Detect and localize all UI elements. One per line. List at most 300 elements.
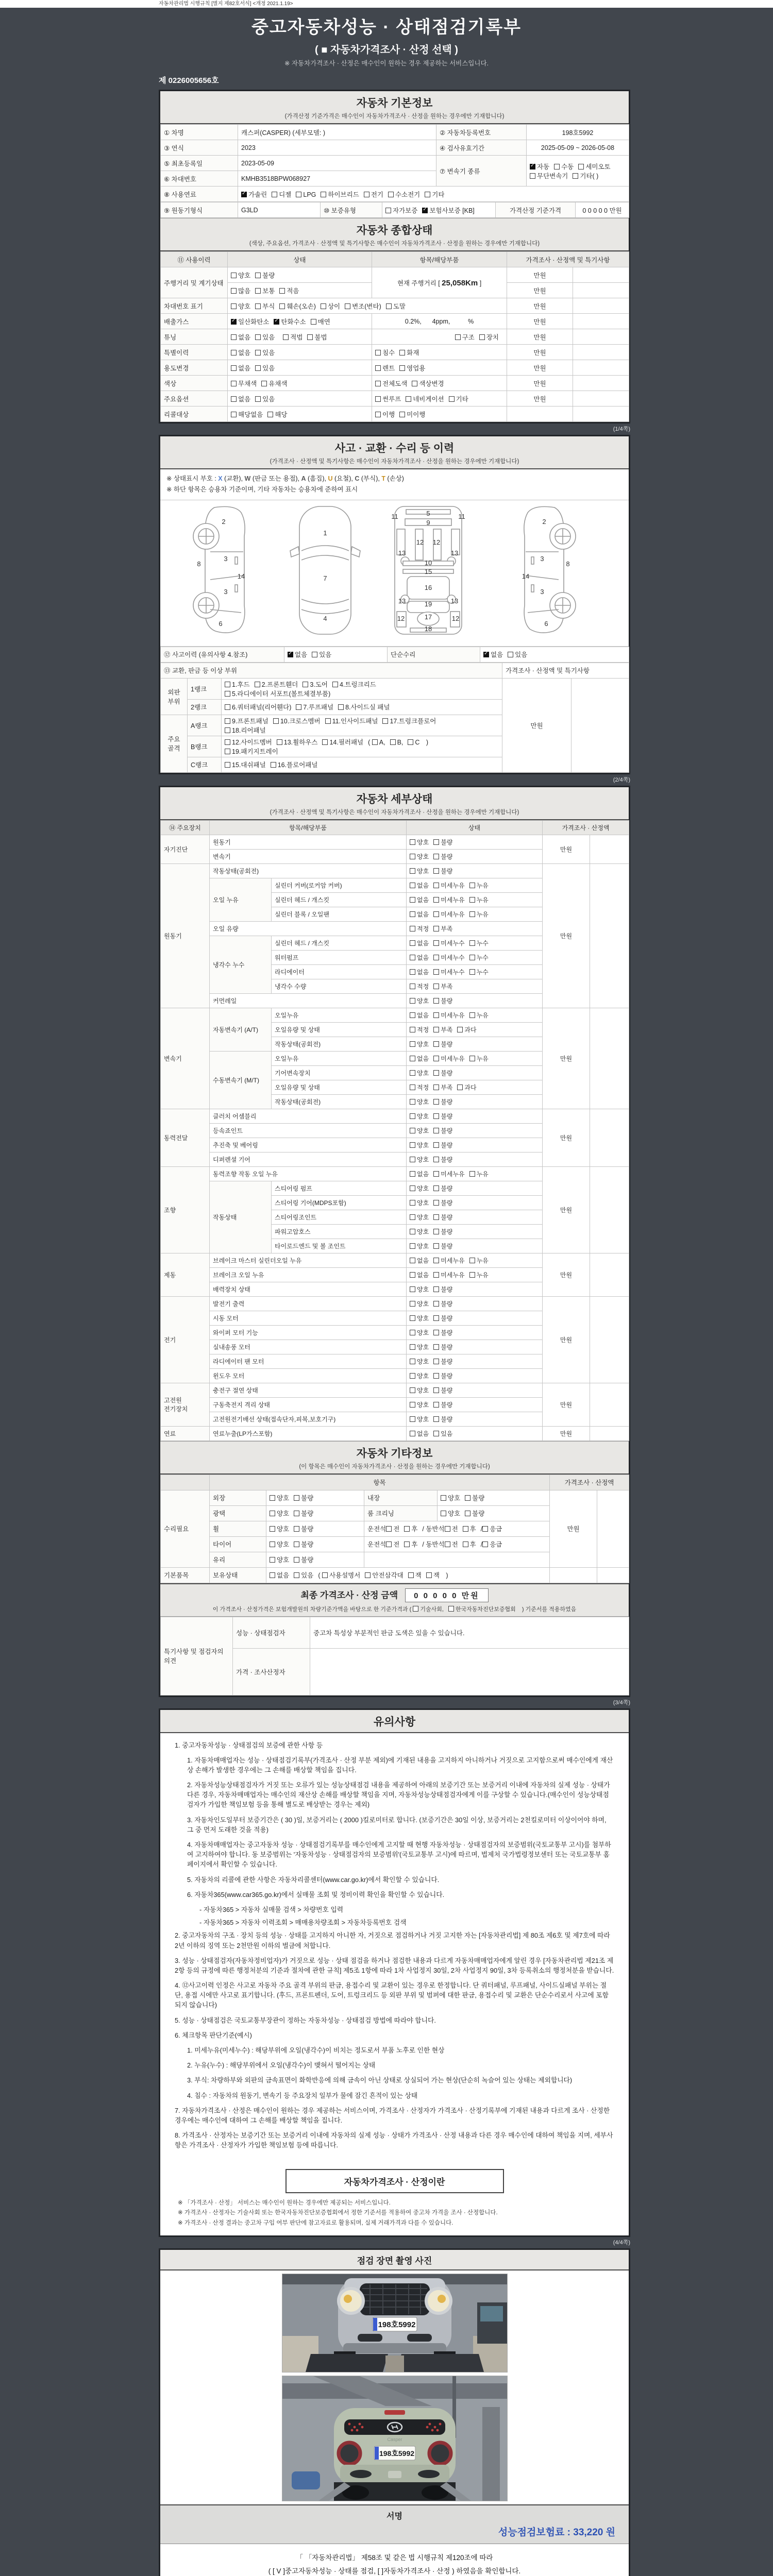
checkbox-option[interactable]	[433, 1011, 464, 1020]
checkbox-option[interactable]	[231, 332, 250, 342]
checkbox-icon[interactable]	[410, 897, 415, 903]
checkbox-icon[interactable]	[433, 1359, 439, 1364]
checkbox-icon[interactable]	[410, 1315, 415, 1321]
checkbox-option[interactable]	[365, 1570, 403, 1580]
checkbox-option[interactable]	[322, 1570, 360, 1580]
checkbox-option[interactable]	[255, 332, 275, 342]
checkbox-icon[interactable]	[231, 350, 237, 355]
checkbox-option[interactable]	[410, 1429, 429, 1438]
checkbox-option[interactable]	[573, 171, 598, 180]
checkbox-option[interactable]	[465, 1493, 484, 1502]
checkbox-icon[interactable]	[406, 396, 411, 402]
checkbox-option[interactable]	[433, 1040, 452, 1048]
checkbox-icon[interactable]	[482, 1526, 488, 1532]
checkbox-option[interactable]	[270, 1524, 289, 1533]
checkbox-option[interactable]	[294, 1570, 313, 1580]
checkbox-option[interactable]	[267, 410, 287, 419]
checkbox-option[interactable]	[433, 1314, 452, 1323]
checkbox-icon[interactable]	[433, 1171, 439, 1177]
checkbox-icon[interactable]	[410, 1113, 415, 1119]
checkbox-option[interactable]	[469, 881, 489, 890]
checkbox-option[interactable]	[231, 363, 250, 372]
checkbox-option[interactable]	[433, 1155, 452, 1164]
checkbox-option[interactable]	[386, 301, 406, 311]
checkbox-option[interactable]	[375, 394, 401, 403]
checkbox-icon[interactable]	[410, 940, 415, 946]
checkbox-icon[interactable]	[433, 1084, 439, 1090]
checkbox-icon[interactable]	[433, 1301, 439, 1307]
checkbox-option[interactable]	[410, 1083, 429, 1092]
checkbox-icon[interactable]	[410, 1142, 415, 1148]
checkbox-option[interactable]	[469, 1011, 489, 1020]
checkbox-option[interactable]	[255, 680, 298, 689]
checkbox-icon[interactable]	[410, 1286, 415, 1292]
checkbox-icon[interactable]	[441, 1511, 446, 1516]
checkbox-option[interactable]	[433, 1126, 452, 1135]
checkbox-option[interactable]	[296, 191, 316, 198]
checkbox-option[interactable]	[231, 286, 250, 295]
checkbox-icon[interactable]	[404, 1541, 410, 1547]
checkbox-icon[interactable]	[410, 1128, 415, 1133]
checkbox-icon[interactable]	[388, 192, 394, 197]
checkbox-icon[interactable]	[270, 1541, 275, 1547]
checkbox-icon[interactable]	[410, 883, 415, 888]
checkbox-icon[interactable]	[433, 1157, 439, 1162]
checkbox-icon[interactable]	[375, 365, 381, 371]
checkbox-option[interactable]	[433, 910, 464, 919]
checkbox-option[interactable]	[303, 680, 328, 689]
checkbox-option[interactable]	[410, 1256, 429, 1265]
checkbox-option[interactable]	[433, 1025, 452, 1034]
checkbox-icon[interactable]	[433, 1373, 439, 1379]
checkbox-option[interactable]	[225, 716, 268, 725]
checkbox-checked-icon[interactable]	[483, 652, 489, 657]
checkbox-icon[interactable]	[255, 682, 260, 687]
checkbox-option[interactable]	[410, 881, 429, 890]
checkbox-checked-icon[interactable]	[241, 192, 247, 197]
checkbox-option[interactable]	[225, 760, 266, 769]
checkbox-icon[interactable]	[469, 1171, 475, 1177]
checkbox-icon[interactable]	[410, 1027, 415, 1032]
checkbox-option[interactable]	[433, 1112, 452, 1121]
checkbox-icon[interactable]	[433, 1056, 439, 1061]
checkbox-option[interactable]	[482, 1524, 502, 1533]
checkbox-icon[interactable]	[372, 739, 378, 745]
checkbox-icon[interactable]	[433, 1402, 439, 1408]
checkbox-option[interactable]	[433, 1415, 452, 1423]
checkbox-option[interactable]	[457, 1025, 476, 1034]
checkbox-icon[interactable]	[433, 1113, 439, 1119]
checkbox-option[interactable]	[433, 996, 452, 1005]
checkbox-option[interactable]	[255, 348, 275, 357]
checkbox-option[interactable]	[408, 1570, 422, 1580]
checkbox-option[interactable]	[433, 1386, 452, 1395]
checkbox-icon[interactable]	[410, 1344, 415, 1350]
checkbox-icon[interactable]	[433, 1272, 439, 1278]
checkbox-icon[interactable]	[433, 940, 439, 946]
checkbox-option[interactable]	[469, 968, 489, 976]
checkbox-option[interactable]	[410, 1285, 429, 1294]
checkbox-icon[interactable]	[433, 1229, 439, 1234]
checkbox-icon[interactable]	[296, 192, 301, 197]
checkbox-icon[interactable]	[433, 1387, 439, 1393]
checkbox-option[interactable]	[410, 1097, 429, 1106]
checkbox-icon[interactable]	[410, 1243, 415, 1249]
checkbox-icon[interactable]	[279, 303, 285, 309]
checkbox-option[interactable]	[410, 1011, 429, 1020]
checkbox-icon[interactable]	[225, 718, 230, 724]
checkbox-option[interactable]	[410, 968, 429, 976]
checkbox-icon[interactable]	[433, 1258, 439, 1263]
checkbox-option[interactable]	[441, 1509, 460, 1518]
checkbox-option[interactable]	[425, 190, 444, 199]
checkbox-icon[interactable]	[294, 1495, 299, 1501]
checkbox-icon[interactable]	[312, 652, 317, 657]
checkbox-icon[interactable]	[408, 739, 413, 745]
checkbox-icon[interactable]	[433, 1344, 439, 1350]
checkbox-option[interactable]	[385, 206, 417, 215]
checkbox-option[interactable]	[433, 1328, 452, 1337]
checkbox-icon[interactable]	[463, 1526, 468, 1532]
checkbox-option[interactable]	[469, 1054, 489, 1063]
checkbox-icon[interactable]	[410, 1416, 415, 1422]
checkbox-icon[interactable]	[433, 1070, 439, 1076]
checkbox-icon[interactable]	[231, 381, 237, 386]
checkbox-icon[interactable]	[270, 1557, 275, 1563]
checkbox-option[interactable]	[399, 363, 425, 372]
checkbox-icon[interactable]	[433, 984, 439, 989]
checkbox-option[interactable]	[338, 702, 390, 711]
checkbox-icon[interactable]	[277, 739, 282, 745]
checkbox-option[interactable]	[375, 410, 395, 419]
checkbox-icon[interactable]	[311, 319, 316, 325]
checkbox-icon[interactable]	[433, 1214, 439, 1220]
checkbox-icon[interactable]	[433, 969, 439, 975]
checkbox-option[interactable]	[231, 317, 269, 326]
checkbox-option[interactable]	[410, 1242, 429, 1250]
checkbox-icon[interactable]	[279, 288, 285, 294]
checkbox-option[interactable]	[410, 1112, 429, 1121]
checkbox-icon[interactable]	[413, 1606, 418, 1612]
checkbox-icon[interactable]	[573, 173, 578, 179]
checkbox-icon[interactable]	[410, 955, 415, 960]
checkbox-icon[interactable]	[469, 1056, 475, 1061]
checkbox-icon[interactable]	[410, 854, 415, 859]
checkbox-icon[interactable]	[294, 1541, 299, 1547]
checkbox-icon[interactable]	[457, 1027, 463, 1032]
checkbox-icon[interactable]	[321, 192, 326, 197]
checkbox-option[interactable]	[386, 1524, 399, 1533]
checkbox-option[interactable]	[410, 1141, 429, 1149]
checkbox-option[interactable]	[433, 1242, 452, 1250]
checkbox-option[interactable]	[433, 1400, 452, 1409]
checkbox-option[interactable]	[410, 1184, 429, 1193]
checkbox-option[interactable]	[433, 1097, 452, 1106]
checkbox-option[interactable]	[399, 410, 425, 419]
checkbox-option[interactable]	[279, 286, 299, 295]
checkbox-icon[interactable]	[390, 739, 396, 745]
checkbox-icon[interactable]	[322, 739, 328, 745]
checkbox-icon[interactable]	[469, 940, 475, 946]
checkbox-option[interactable]	[482, 1539, 502, 1549]
checkbox-option[interactable]	[465, 1509, 484, 1518]
checkbox-option[interactable]	[445, 1524, 458, 1533]
checkbox-icon[interactable]	[294, 1511, 299, 1516]
checkbox-option[interactable]	[255, 301, 275, 311]
checkbox-option[interactable]	[404, 1524, 417, 1533]
checkbox-icon[interactable]	[469, 883, 475, 888]
checkbox-icon[interactable]	[433, 883, 439, 888]
checkbox-icon[interactable]	[307, 334, 313, 340]
checkbox-option[interactable]	[410, 910, 429, 919]
checkbox-icon[interactable]	[433, 1243, 439, 1249]
checkbox-icon[interactable]	[270, 1572, 275, 1578]
checkbox-option[interactable]	[412, 379, 444, 388]
checkbox-option[interactable]	[410, 895, 429, 904]
checkbox-icon[interactable]	[469, 1258, 475, 1263]
checkbox-icon[interactable]	[410, 1041, 415, 1047]
checkbox-icon[interactable]	[433, 1099, 439, 1105]
checkbox-icon[interactable]	[382, 718, 388, 724]
checkbox-option[interactable]	[433, 1213, 452, 1222]
checkbox-icon[interactable]	[365, 1572, 371, 1578]
checkbox-icon[interactable]	[255, 273, 261, 278]
checkbox-icon[interactable]	[225, 682, 230, 687]
checkbox-icon[interactable]	[410, 1373, 415, 1379]
checkbox-option[interactable]	[270, 1555, 289, 1564]
checkbox-option[interactable]	[410, 838, 429, 846]
checkbox-option[interactable]	[345, 301, 381, 311]
checkbox-icon[interactable]	[410, 1200, 415, 1206]
checkbox-option[interactable]	[410, 996, 429, 1005]
checkbox-checked-icon[interactable]	[274, 319, 279, 325]
checkbox-option[interactable]	[325, 716, 378, 725]
checkbox-option[interactable]	[270, 1570, 289, 1580]
checkbox-icon[interactable]	[322, 1572, 328, 1578]
checkbox-icon[interactable]	[283, 334, 289, 340]
checkbox-option[interactable]	[375, 348, 395, 357]
checkbox-icon[interactable]	[433, 998, 439, 1004]
checkbox-icon[interactable]	[399, 412, 405, 417]
checkbox-option[interactable]	[404, 1539, 417, 1549]
checkbox-option[interactable]	[410, 1371, 429, 1380]
checkbox-option[interactable]	[332, 680, 376, 689]
checkbox-option[interactable]	[372, 739, 385, 746]
checkbox-option[interactable]	[448, 1605, 516, 1613]
checkbox-option[interactable]	[410, 939, 429, 947]
checkbox-icon[interactable]	[231, 396, 237, 402]
checkbox-option[interactable]	[469, 1270, 489, 1279]
checkbox-icon[interactable]	[410, 1272, 415, 1278]
checkbox-option[interactable]	[578, 162, 610, 171]
checkbox-option[interactable]	[441, 1493, 460, 1502]
checkbox-icon[interactable]	[410, 1402, 415, 1408]
checkbox-option[interactable]	[457, 1083, 476, 1092]
checkbox-icon[interactable]	[410, 1258, 415, 1263]
checkbox-icon[interactable]	[399, 350, 405, 355]
checkbox-icon[interactable]	[410, 998, 415, 1004]
checkbox-option[interactable]	[433, 1371, 452, 1380]
checkbox-option[interactable]	[225, 680, 250, 689]
checkbox-option[interactable]	[463, 1539, 476, 1549]
checkbox-icon[interactable]	[482, 1541, 488, 1547]
checkbox-icon[interactable]	[433, 1142, 439, 1148]
checkbox-icon[interactable]	[386, 1541, 392, 1547]
checkbox-icon[interactable]	[463, 1541, 468, 1547]
checkbox-option[interactable]	[321, 301, 340, 311]
checkbox-option[interactable]	[554, 162, 574, 171]
checkbox-checked-icon[interactable]	[231, 319, 237, 325]
checkbox-icon[interactable]	[425, 192, 430, 197]
checkbox-icon[interactable]	[433, 897, 439, 903]
checkbox-icon[interactable]	[469, 1272, 475, 1278]
checkbox-option[interactable]	[294, 1493, 313, 1502]
checkbox-option[interactable]	[433, 1343, 452, 1351]
checkbox-option[interactable]	[406, 394, 444, 403]
checkbox-icon[interactable]	[255, 350, 261, 355]
checkbox-icon[interactable]	[225, 691, 230, 697]
checkbox-checked-icon[interactable]	[288, 652, 293, 657]
checkbox-option[interactable]	[469, 953, 489, 962]
checkbox-icon[interactable]	[231, 273, 237, 278]
checkbox-icon[interactable]	[225, 704, 230, 710]
checkbox-option[interactable]	[386, 1539, 399, 1549]
checkbox-icon[interactable]	[448, 1606, 454, 1612]
checkbox-icon[interactable]	[364, 192, 369, 197]
checkbox-option[interactable]	[270, 1539, 289, 1549]
checkbox-icon[interactable]	[410, 984, 415, 989]
checkbox-option[interactable]	[433, 953, 464, 962]
checkbox-icon[interactable]	[267, 412, 273, 417]
checkbox-option[interactable]	[231, 348, 250, 357]
checkbox-option[interactable]	[231, 410, 263, 419]
checkbox-icon[interactable]	[410, 1084, 415, 1090]
checkbox-icon[interactable]	[231, 365, 237, 371]
checkbox-icon[interactable]	[433, 854, 439, 859]
checkbox-option[interactable]	[410, 1227, 429, 1236]
checkbox-option[interactable]	[410, 982, 429, 991]
checkbox-icon[interactable]	[296, 704, 301, 710]
checkbox-option[interactable]	[273, 716, 321, 725]
checkbox-option[interactable]	[277, 737, 318, 747]
checkbox-option[interactable]	[410, 1126, 429, 1135]
checkbox-icon[interactable]	[386, 303, 392, 309]
checkbox-option[interactable]	[530, 171, 568, 180]
checkbox-option[interactable]	[410, 1328, 429, 1337]
checkbox-icon[interactable]	[508, 652, 513, 657]
checkbox-icon[interactable]	[270, 1511, 275, 1516]
checkbox-option[interactable]	[255, 270, 275, 280]
checkbox-icon[interactable]	[449, 396, 455, 402]
checkbox-icon[interactable]	[410, 1229, 415, 1234]
checkbox-option[interactable]	[469, 1256, 489, 1265]
checkbox-icon[interactable]	[410, 1171, 415, 1177]
checkbox-option[interactable]	[225, 689, 330, 698]
checkbox-icon[interactable]	[410, 1214, 415, 1220]
checkbox-option[interactable]	[433, 1227, 452, 1236]
checkbox-icon[interactable]	[225, 762, 230, 768]
checkbox-option[interactable]	[410, 1040, 429, 1048]
checkbox-icon[interactable]	[410, 1301, 415, 1307]
checkbox-option[interactable]	[433, 1069, 452, 1077]
checkbox-option[interactable]	[410, 1213, 429, 1222]
checkbox-icon[interactable]	[433, 1416, 439, 1422]
checkbox-option[interactable]	[255, 363, 275, 372]
checkbox-option[interactable]	[283, 332, 303, 342]
checkbox-option[interactable]	[455, 332, 475, 342]
checkbox-option[interactable]	[294, 1509, 313, 1518]
checkbox-icon[interactable]	[255, 288, 261, 294]
checkbox-option[interactable]	[426, 1570, 440, 1580]
checkbox-icon[interactable]	[325, 718, 331, 724]
checkbox-icon[interactable]	[321, 303, 326, 309]
checkbox-icon[interactable]	[410, 868, 415, 874]
checkbox-option[interactable]	[433, 895, 464, 904]
checkbox-icon[interactable]	[270, 1495, 275, 1501]
checkbox-option[interactable]	[433, 1141, 452, 1149]
checkbox-icon[interactable]	[465, 1495, 470, 1501]
checkbox-option[interactable]	[469, 939, 489, 947]
checkbox-option[interactable]	[231, 270, 250, 280]
checkbox-option[interactable]	[469, 910, 489, 919]
checkbox-icon[interactable]	[433, 955, 439, 960]
checkbox-option[interactable]	[445, 1539, 458, 1549]
checkbox-icon[interactable]	[445, 1541, 450, 1547]
checkbox-icon[interactable]	[469, 911, 475, 917]
checkbox-option[interactable]	[410, 867, 429, 875]
checkbox-icon[interactable]	[433, 1431, 439, 1436]
checkbox-option[interactable]	[433, 1256, 464, 1265]
checkbox-icon[interactable]	[255, 396, 261, 402]
checkbox-option[interactable]	[390, 739, 404, 746]
checkbox-option[interactable]	[433, 1083, 452, 1092]
checkbox-icon[interactable]	[433, 926, 439, 931]
checkbox-option[interactable]	[433, 881, 464, 890]
checkbox-option[interactable]	[364, 190, 383, 199]
checkbox-icon[interactable]	[410, 969, 415, 975]
checkbox-option[interactable]	[433, 1299, 452, 1308]
checkbox-icon[interactable]	[433, 868, 439, 874]
checkbox-icon[interactable]	[469, 1012, 475, 1018]
checkbox-icon[interactable]	[445, 1526, 450, 1532]
checkbox-option[interactable]	[410, 1400, 429, 1409]
checkbox-icon[interactable]	[255, 303, 261, 309]
checkbox-icon[interactable]	[578, 164, 584, 170]
checkbox-option[interactable]	[410, 1314, 429, 1323]
checkbox-icon[interactable]	[294, 1572, 299, 1578]
checkbox-option[interactable]	[433, 1054, 464, 1063]
checkbox-icon[interactable]	[469, 955, 475, 960]
checkbox-option[interactable]	[410, 1054, 429, 1063]
checkbox-icon[interactable]	[433, 1041, 439, 1047]
checkbox-option[interactable]	[410, 1170, 429, 1178]
checkbox-option[interactable]	[469, 1170, 489, 1178]
checkbox-icon[interactable]	[255, 334, 261, 340]
checkbox-icon[interactable]	[410, 1185, 415, 1191]
checkbox-option[interactable]	[312, 650, 331, 659]
checkbox-option[interactable]	[433, 1357, 452, 1366]
checkbox-icon[interactable]	[345, 303, 350, 309]
checkbox-option[interactable]	[449, 394, 468, 403]
checkbox-icon[interactable]	[410, 839, 415, 845]
checkbox-option[interactable]	[388, 190, 420, 199]
checkbox-option[interactable]	[479, 332, 499, 342]
checkbox-icon[interactable]	[231, 303, 237, 309]
checkbox-icon[interactable]	[386, 1526, 392, 1532]
checkbox-icon[interactable]	[273, 718, 279, 724]
checkbox-icon[interactable]	[231, 412, 237, 417]
checkbox-option[interactable]	[241, 190, 267, 199]
